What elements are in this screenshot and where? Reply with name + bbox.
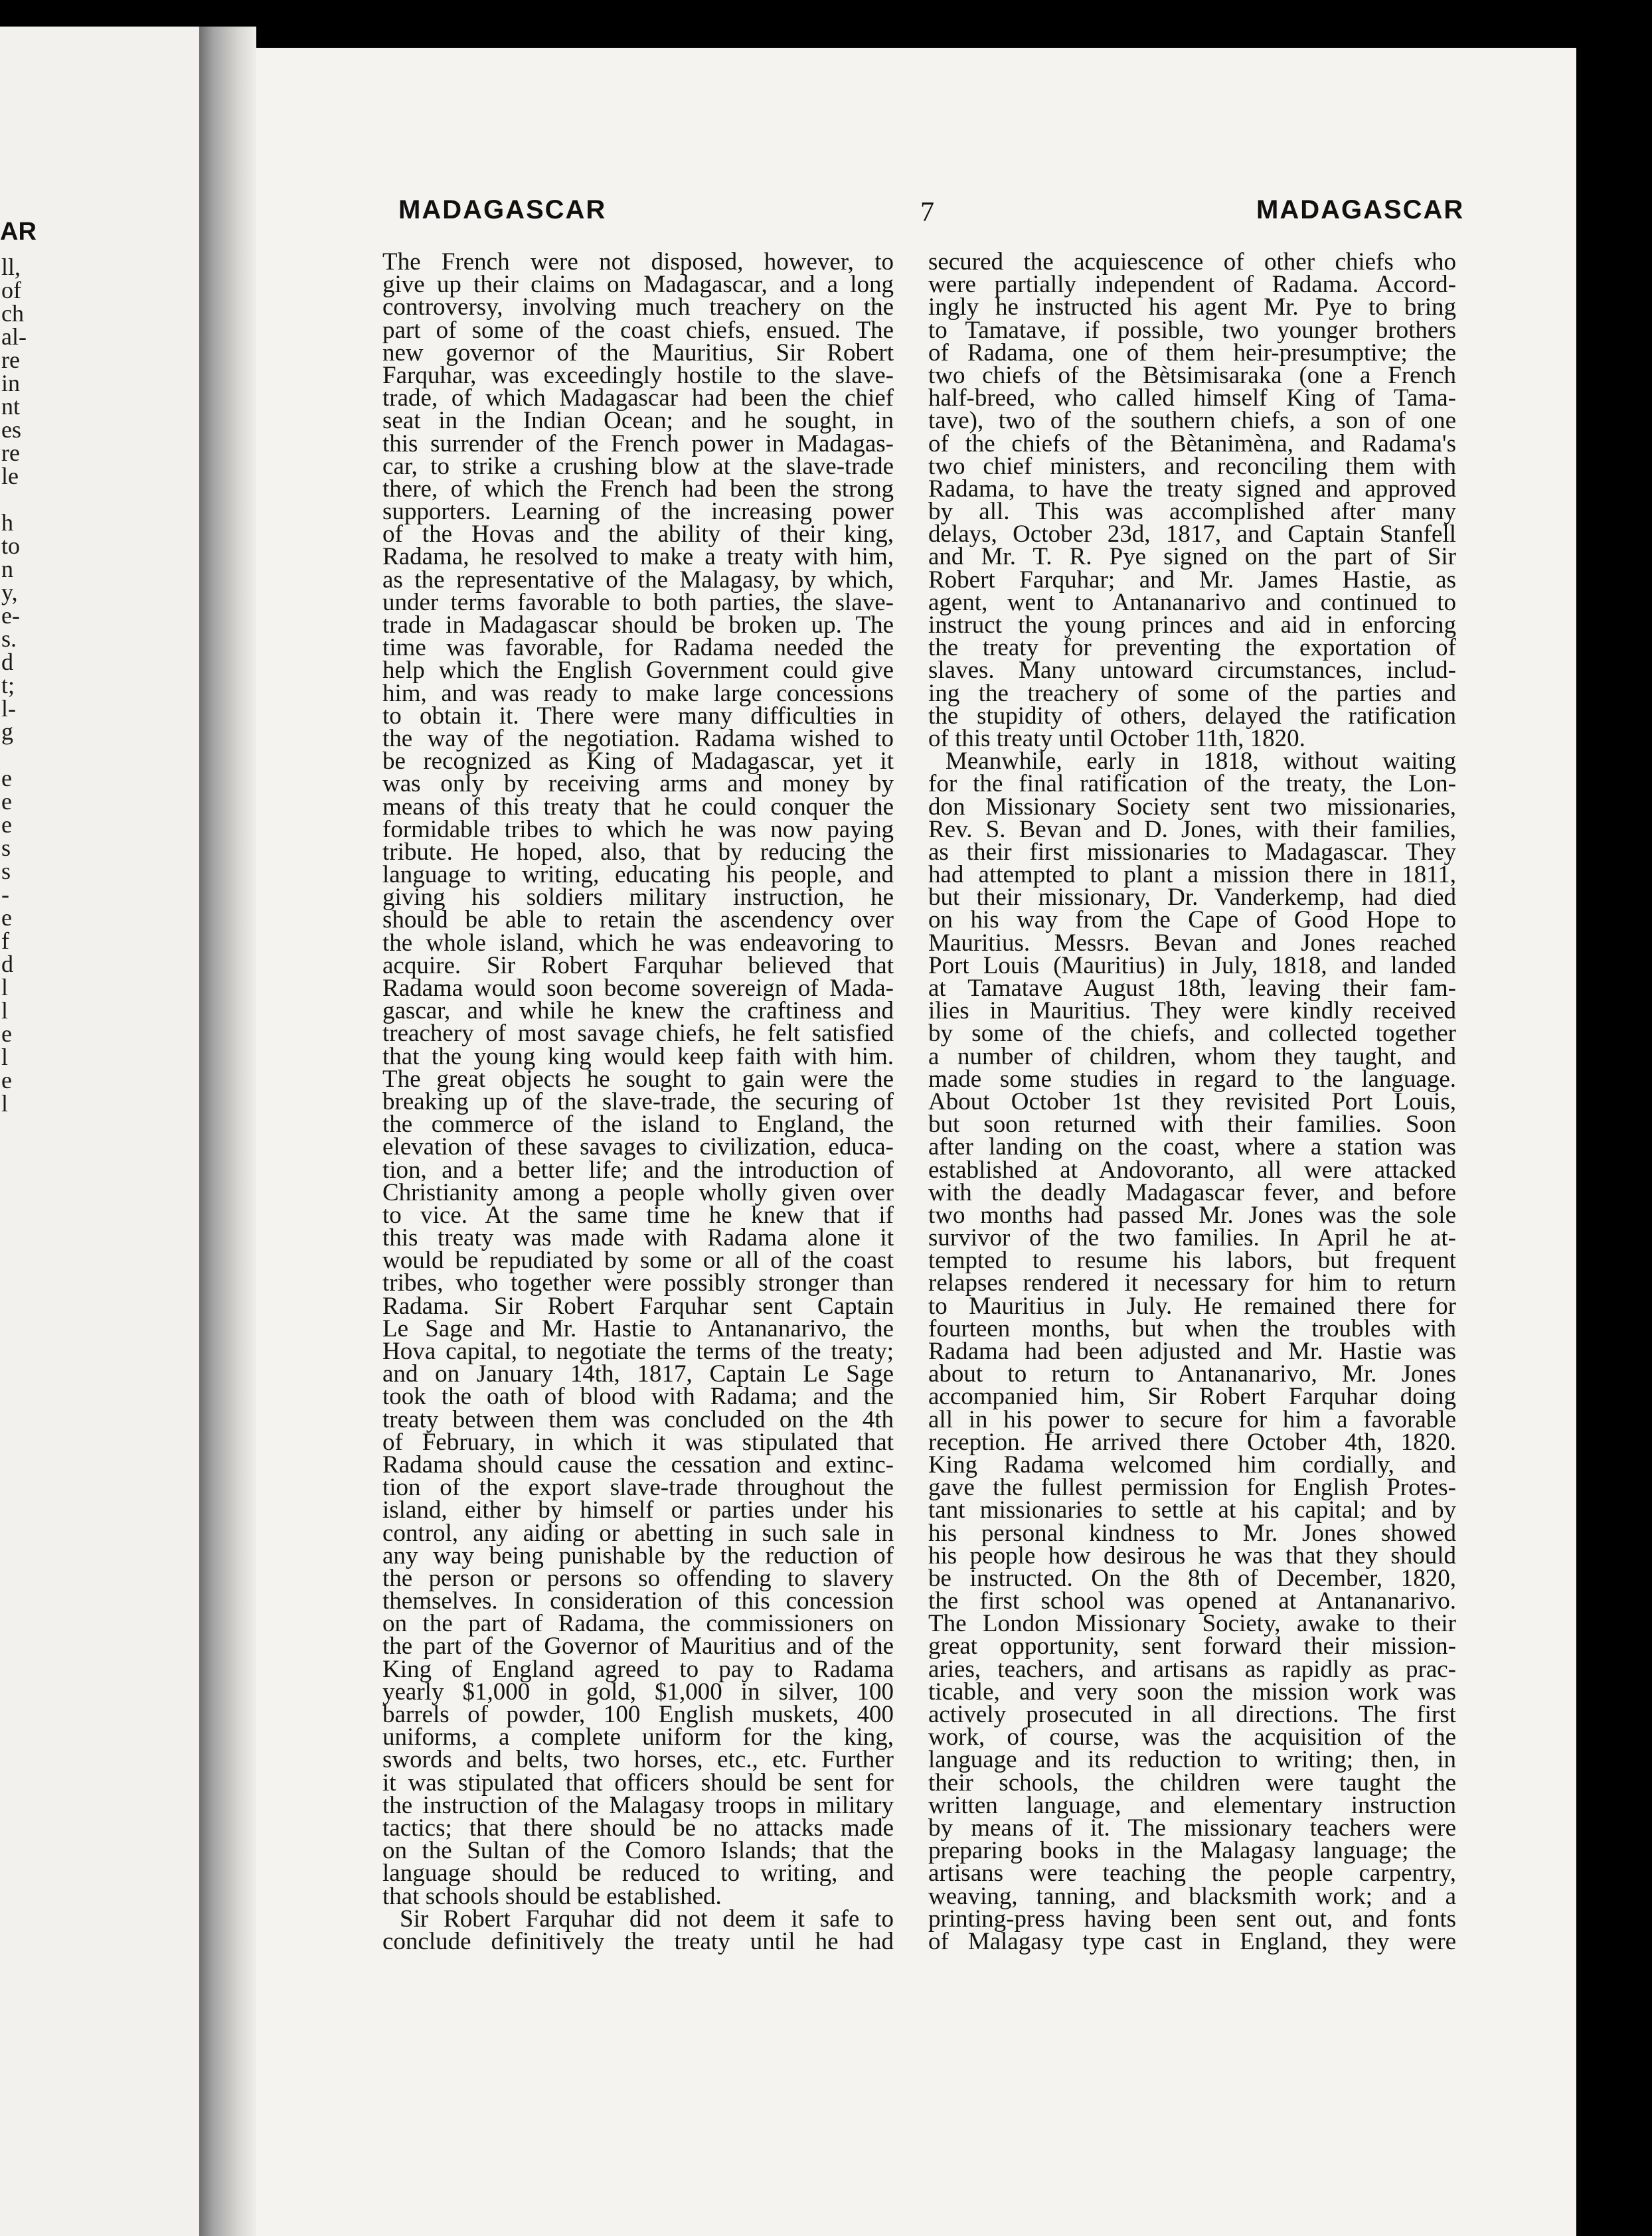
previous-page-line-ending: al- [1, 323, 27, 350]
book-gutter [199, 27, 256, 2236]
previous-page-line-ending: e [1, 811, 12, 838]
text-line: but soon returned with their families. Soon [928, 1111, 1456, 1139]
text-line: of Radama, one of them heir-presumptive; the [928, 339, 1456, 366]
text-line: under terms favorable to both parties, the slave- [382, 588, 894, 616]
running-head-left: MADAGASCAR [398, 195, 607, 224]
text-line: printing-press having been sent out, and fonts [928, 1905, 1456, 1933]
text-line: should be able to retain the ascendency over [382, 906, 894, 934]
text-line: tion of the export slave-trade throughout the [382, 1474, 894, 1502]
previous-page-line-ending: e [1, 904, 12, 931]
text-line: on the part of Radama, the commissioners on [382, 1610, 894, 1638]
previous-page-line-ending: re [1, 439, 20, 466]
text-line: tion, and a better life; and the introduction of [382, 1156, 894, 1184]
text-line: language and its reduction to writing; then, in [928, 1746, 1456, 1774]
previous-page-line-ending: l [1, 1090, 9, 1117]
text-line: Radama had been adjusted and Mr. Hastie was [928, 1338, 1456, 1365]
text-line: it was stipulated that officers should be sent for [382, 1769, 894, 1797]
previous-page-line-ending: to [1, 532, 21, 559]
previous-page-line-ending: e [1, 765, 12, 791]
text-line: gave the fullest permission for English Protes- [928, 1474, 1456, 1502]
text-line: time was favorable, for Radama needed the [382, 634, 894, 662]
text-line: and Mr. T. R. Pye signed on the part of Sir [928, 543, 1456, 571]
text-line: his people how desirous he was that they should [928, 1542, 1456, 1569]
previous-page-line-endings [1, 256, 27, 1115]
text-line: island, either by himself or parties under his [382, 1496, 894, 1524]
previous-page-header: AR [0, 218, 37, 246]
text-line: with the deadly Madagascar fever, and before [928, 1178, 1456, 1206]
right-text-column [928, 248, 1456, 1955]
text-line: Robert Farquhar; and Mr. James Hastie, as [928, 566, 1456, 594]
text-line: Port Louis (Mauritius) in July, 1818, and landed [928, 951, 1456, 979]
text-line: Meanwhile, early in 1818, without waiting [946, 748, 1456, 775]
text-line: half-breed, who called himself King of Tama- [928, 384, 1456, 412]
previous-page-line-ending: n [1, 556, 13, 582]
text-line: ticable, and very soon the mission work was [928, 1678, 1456, 1706]
previous-page-line-ending: ll, [1, 254, 21, 280]
text-line: accompanied him, Sir Robert Farquhar doing [928, 1383, 1456, 1411]
previous-page-line-ending: l [1, 974, 9, 1000]
previous-page-line-ending: d [1, 649, 13, 675]
text-line: the whole island, which he was endeavoring to [382, 929, 894, 957]
text-line: swords and belts, two horses, etc., etc. Further [382, 1746, 894, 1774]
text-line: by some of the chiefs, and collected together [928, 1020, 1456, 1048]
text-line: of Malagasy type cast in England, they were [928, 1927, 1456, 1955]
text-line: means of this treaty that he could conquer the [382, 793, 894, 821]
text-line: survivor of the two families. In April he at- [928, 1224, 1456, 1252]
text-line: all in his power to secure for him a favorable [928, 1405, 1456, 1433]
text-line: reception. He arrived there October 4th, 1820. [928, 1428, 1456, 1456]
text-line: the person or persons so offending to slavery [382, 1564, 894, 1592]
text-line: Hova capital, to negotiate the terms of the treaty; [382, 1338, 894, 1365]
previous-page-line-ending: ch [1, 300, 24, 327]
text-line: Rev. S. Bevan and D. Jones, with their families, [928, 815, 1456, 843]
text-line: but their missionary, Dr. Vanderkemp, had died [928, 884, 1456, 912]
text-line: and on January 14th, 1817, Captain Le Sage [382, 1360, 894, 1388]
text-line: formidable tribes to which he was now paying [382, 815, 894, 843]
previous-page-line-ending [1, 744, 27, 767]
text-line: that the young king would keep faith with him. [382, 1042, 894, 1070]
book-page [256, 48, 1576, 2236]
text-line: car, to strike a crushing blow at the slave-trade [382, 452, 894, 480]
text-line: that schools should be established. [382, 1882, 722, 1910]
text-line: had attempted to plant a mission there in 1811, [928, 861, 1456, 889]
previous-page-line-ending: f [1, 927, 9, 954]
text-line: Mauritius. Messrs. Bevan and Jones reached [928, 929, 1456, 957]
text-line: at Tamatave August 18th, leaving their fam- [928, 975, 1456, 1002]
text-line: The London Missionary Society, awake to their [928, 1610, 1456, 1638]
text-line: by means of it. The missionary teachers were [928, 1814, 1456, 1842]
text-line: language should be reduced to writing, and [382, 1860, 894, 1887]
text-line: controversy, involving much treachery on the [382, 293, 894, 321]
text-line: Farquhar, was exceedingly hostile to the slave- [382, 361, 894, 389]
previous-page-line-ending: y, [1, 579, 18, 605]
text-line: was only by receiving arms and money by [382, 770, 894, 798]
text-line: this treaty was made with Radama alone it [382, 1224, 894, 1252]
text-line: two chiefs of the Bètsimisaraka (one a French [928, 361, 1456, 389]
text-line: him, and was ready to make large concessions [382, 679, 894, 707]
text-line: gascar, and while he knew the craftiness and [382, 997, 894, 1025]
text-line: ingly he instructed his agent Mr. Pye to bring [928, 293, 1456, 321]
text-line: tempted to resume his labors, but frequent [928, 1247, 1456, 1275]
text-line: Radama, to have the treaty signed and approved [928, 475, 1456, 503]
previous-page-line-ending [1, 488, 27, 511]
text-line: About October 1st they revisited Port Louis, [928, 1087, 1456, 1115]
text-line: elevation of these savages to civilization, educa- [382, 1133, 894, 1161]
text-line: the treaty for preventing the exportation of [928, 634, 1456, 662]
text-line: the commerce of the island to England, the [382, 1111, 894, 1139]
text-line: breaking up of the slave-trade, the securing of [382, 1087, 894, 1115]
text-line: preparing books in the Malagasy language; the [928, 1837, 1456, 1865]
text-line: about to return to Antananarivo, Mr. Jones [928, 1360, 1456, 1388]
text-line: part of some of the coast chiefs, ensued. The [382, 316, 894, 344]
text-line: on the Sultan of the Comoro Islands; that the [382, 1837, 894, 1865]
text-line: be recognized as King of Madagascar, yet it [382, 748, 894, 775]
text-line: would be repudiated by some or all of the coast [382, 1247, 894, 1275]
text-line: of this treaty until October 11th, 1820. [928, 724, 1305, 752]
text-line: Radama would soon become sovereign of Mada- [382, 975, 894, 1002]
text-line: after landing on the coast, where a station was [928, 1133, 1456, 1161]
text-line: took the oath of blood with Radama; and the [382, 1383, 894, 1411]
text-line: be instructed. On the 8th of December, 1820, [928, 1564, 1456, 1592]
previous-page-line-ending: - [1, 881, 9, 908]
text-line: two months had passed Mr. Jones was the sole [928, 1201, 1456, 1229]
text-line: Le Sage and Mr. Hastie to Antananarivo, the [382, 1315, 894, 1342]
text-line: actively prosecuted in all directions. The first [928, 1701, 1456, 1728]
text-line: tribes, who together were possibly stronger than [382, 1269, 894, 1297]
text-line: Radama should cause the cessation and extinc- [382, 1451, 894, 1478]
text-line: relapses rendered it necessary for him to return [928, 1269, 1456, 1297]
text-line: don Missionary Society sent two missionaries, [928, 793, 1456, 821]
previous-page-line-ending: es [1, 416, 21, 443]
text-line: established at Andovoranto, all were attacked [928, 1156, 1456, 1184]
text-line: Radama, he resolved to make a treaty with him, [382, 543, 894, 571]
text-line: help which the English Government could give [382, 657, 894, 684]
previous-page-line-ending: s. [1, 625, 17, 652]
text-line: delays, October 23d, 1817, and Captain Stanfell [928, 520, 1456, 548]
text-line: the first school was opened at Antananarivo. [928, 1587, 1456, 1615]
text-line: to Tamatave, if possible, two younger brothers [928, 316, 1456, 344]
text-line: for the final ratification of the treaty, the Lon- [928, 770, 1456, 798]
text-line: any way being punishable by the reduction of [382, 1542, 894, 1569]
text-line: two chief ministers, and reconciling them with [928, 452, 1456, 480]
text-line: supporters. Learning of the increasing power [382, 498, 894, 526]
previous-page-line-ending: re [1, 347, 20, 373]
text-line: yearly $1,000 in gold, $1,000 in silver, 100 [382, 1678, 894, 1706]
previous-page-line-ending: nt [1, 393, 21, 420]
previous-page-line-ending: h [1, 509, 13, 536]
text-line: barrels of powder, 100 English muskets, 400 [382, 1701, 894, 1728]
text-line: weaving, tanning, and blacksmith work; and a [928, 1882, 1456, 1910]
previous-page-line-ending: d [1, 951, 13, 977]
text-line: the stupidity of others, delayed the ratification [928, 702, 1456, 730]
text-line: Sir Robert Farquhar did not deem it safe to [400, 1905, 894, 1933]
text-line: a number of children, whom they taught, and [928, 1042, 1456, 1070]
text-line: Christianity among a people wholly given over [382, 1178, 894, 1206]
text-line: seat in the Indian Ocean; and he sought, in [382, 407, 894, 435]
previous-page-fragment [0, 27, 199, 2236]
text-line: made some studies in regard to the language. [928, 1065, 1456, 1093]
text-line: ilies in Mauritius. They were kindly received [928, 997, 1456, 1025]
text-line: themselves. In consideration of this concession [382, 1587, 894, 1615]
text-line: tave), two of the southern chiefs, a son of one [928, 407, 1456, 435]
text-line: this surrender of the French power in Madagas- [382, 430, 894, 457]
text-line: slaves. Many untoward circumstances, includ- [928, 657, 1456, 684]
text-line: to vice. At the same time he knew that if [382, 1201, 894, 1229]
text-line: of the chiefs of the Bètanimèna, and Radama's [928, 430, 1456, 457]
text-line: treachery of most savage chiefs, he felt satisfied [382, 1020, 894, 1048]
text-line: instruct the young princes and aid in enforcing [928, 611, 1456, 639]
text-line: the instruction of the Malagasy troops in military [382, 1791, 894, 1819]
text-line: conclude definitively the treaty until he had [382, 1927, 894, 1955]
text-line: treaty between them was concluded on the 4th [382, 1405, 894, 1433]
text-line: written language, and elementary instruction [928, 1791, 1456, 1819]
page-number: 7 [920, 197, 934, 228]
previous-page-line-ending: e- [1, 602, 20, 629]
text-line: control, any aiding or abetting in such sale in [382, 1519, 894, 1547]
text-line: language to writing, educating his people, and [382, 861, 894, 889]
previous-page-line-ending: e [1, 1067, 12, 1093]
text-line: as their first missionaries to Madagascar. They [928, 838, 1456, 866]
text-line: new governor of the Mauritius, Sir Robert [382, 339, 894, 366]
text-line: The great objects he sought to gain were the [382, 1065, 894, 1093]
text-line: King Radama welcomed him cordially, and [928, 1451, 1456, 1478]
text-line: aries, teachers, and artisans as rapidly as prac- [928, 1655, 1456, 1683]
left-text-column [382, 248, 894, 1955]
text-line: tactics; that there should be no attacks made [382, 1814, 894, 1842]
text-line: were partially independent of Radama. Accord- [928, 271, 1456, 299]
text-line: of the Hovas and the ability of their king, [382, 520, 894, 548]
text-line: tant missionaries to settle at his capital; and by [928, 1496, 1456, 1524]
text-line: acquire. Sir Robert Farquhar believed that [382, 951, 894, 979]
text-line: ing the treachery of some of the parties and [928, 679, 1456, 707]
text-line: trade in Madagascar should be broken up. The [382, 611, 894, 639]
text-line: the part of the Governor of Mauritius and of the [382, 1633, 894, 1660]
text-line: agent, went to Antananarivo and continued to [928, 588, 1456, 616]
running-head-right: MADAGASCAR [1256, 195, 1465, 224]
text-line: the way of the negotiation. Radama wished to [382, 724, 894, 752]
text-line: fourteen months, but when the troubles with [928, 1315, 1456, 1342]
previous-page-line-ending: t; [1, 672, 15, 698]
text-line: tribute. He hoped, also, that by reducing the [382, 838, 894, 866]
previous-page-line-ending: s [1, 858, 11, 884]
text-line: work, of course, was the acquisition of the [928, 1723, 1456, 1751]
text-line: as the representative of the Malagasy, by which, [382, 566, 894, 594]
text-line: The French were not disposed, however, to [382, 248, 894, 276]
text-line: there, of which the French had been the strong [382, 475, 894, 503]
previous-page-line-ending: l- [1, 695, 16, 722]
previous-page-line-ending: s [1, 835, 11, 861]
previous-page-line-ending: l [1, 1044, 9, 1070]
text-line: King of England agreed to pay to Radama [382, 1655, 894, 1683]
text-line: give up their claims on Madagascar, and a long [382, 271, 894, 299]
previous-page-line-ending: g [1, 718, 13, 745]
text-line: of February, in which it was stipulated that [382, 1428, 894, 1456]
previous-page-line-ending: e [1, 788, 12, 815]
text-line: to Mauritius in July. He remained there for [928, 1292, 1456, 1320]
text-line: secured the acquiescence of other chiefs who [928, 248, 1456, 276]
previous-page-line-ending: l [1, 997, 9, 1024]
text-line: great opportunity, sent forward their mission- [928, 1633, 1456, 1660]
previous-page-line-ending: in [1, 370, 21, 396]
text-line: artisans were teaching the people carpentry, [928, 1860, 1456, 1887]
previous-page-line-ending: e [1, 1020, 12, 1047]
text-line: giving his soldiers military instruction, he [382, 884, 894, 912]
text-line: to obtain it. There were many difficulties in [382, 702, 894, 730]
text-line: on his way from the Cape of Good Hope to [928, 906, 1456, 934]
previous-page-line-ending: of [1, 277, 21, 303]
text-line: their schools, the children were taught the [928, 1769, 1456, 1797]
text-line: his personal kindness to Mr. Jones showed [928, 1519, 1456, 1547]
text-line: uniforms, a complete uniform for the king, [382, 1723, 894, 1751]
previous-page-line-ending: le [1, 463, 19, 489]
text-line: trade, of which Madagascar had been the chief [382, 384, 894, 412]
text-line: by all. This was accomplished after many [928, 498, 1456, 526]
text-line: Radama. Sir Robert Farquhar sent Captain [382, 1292, 894, 1320]
